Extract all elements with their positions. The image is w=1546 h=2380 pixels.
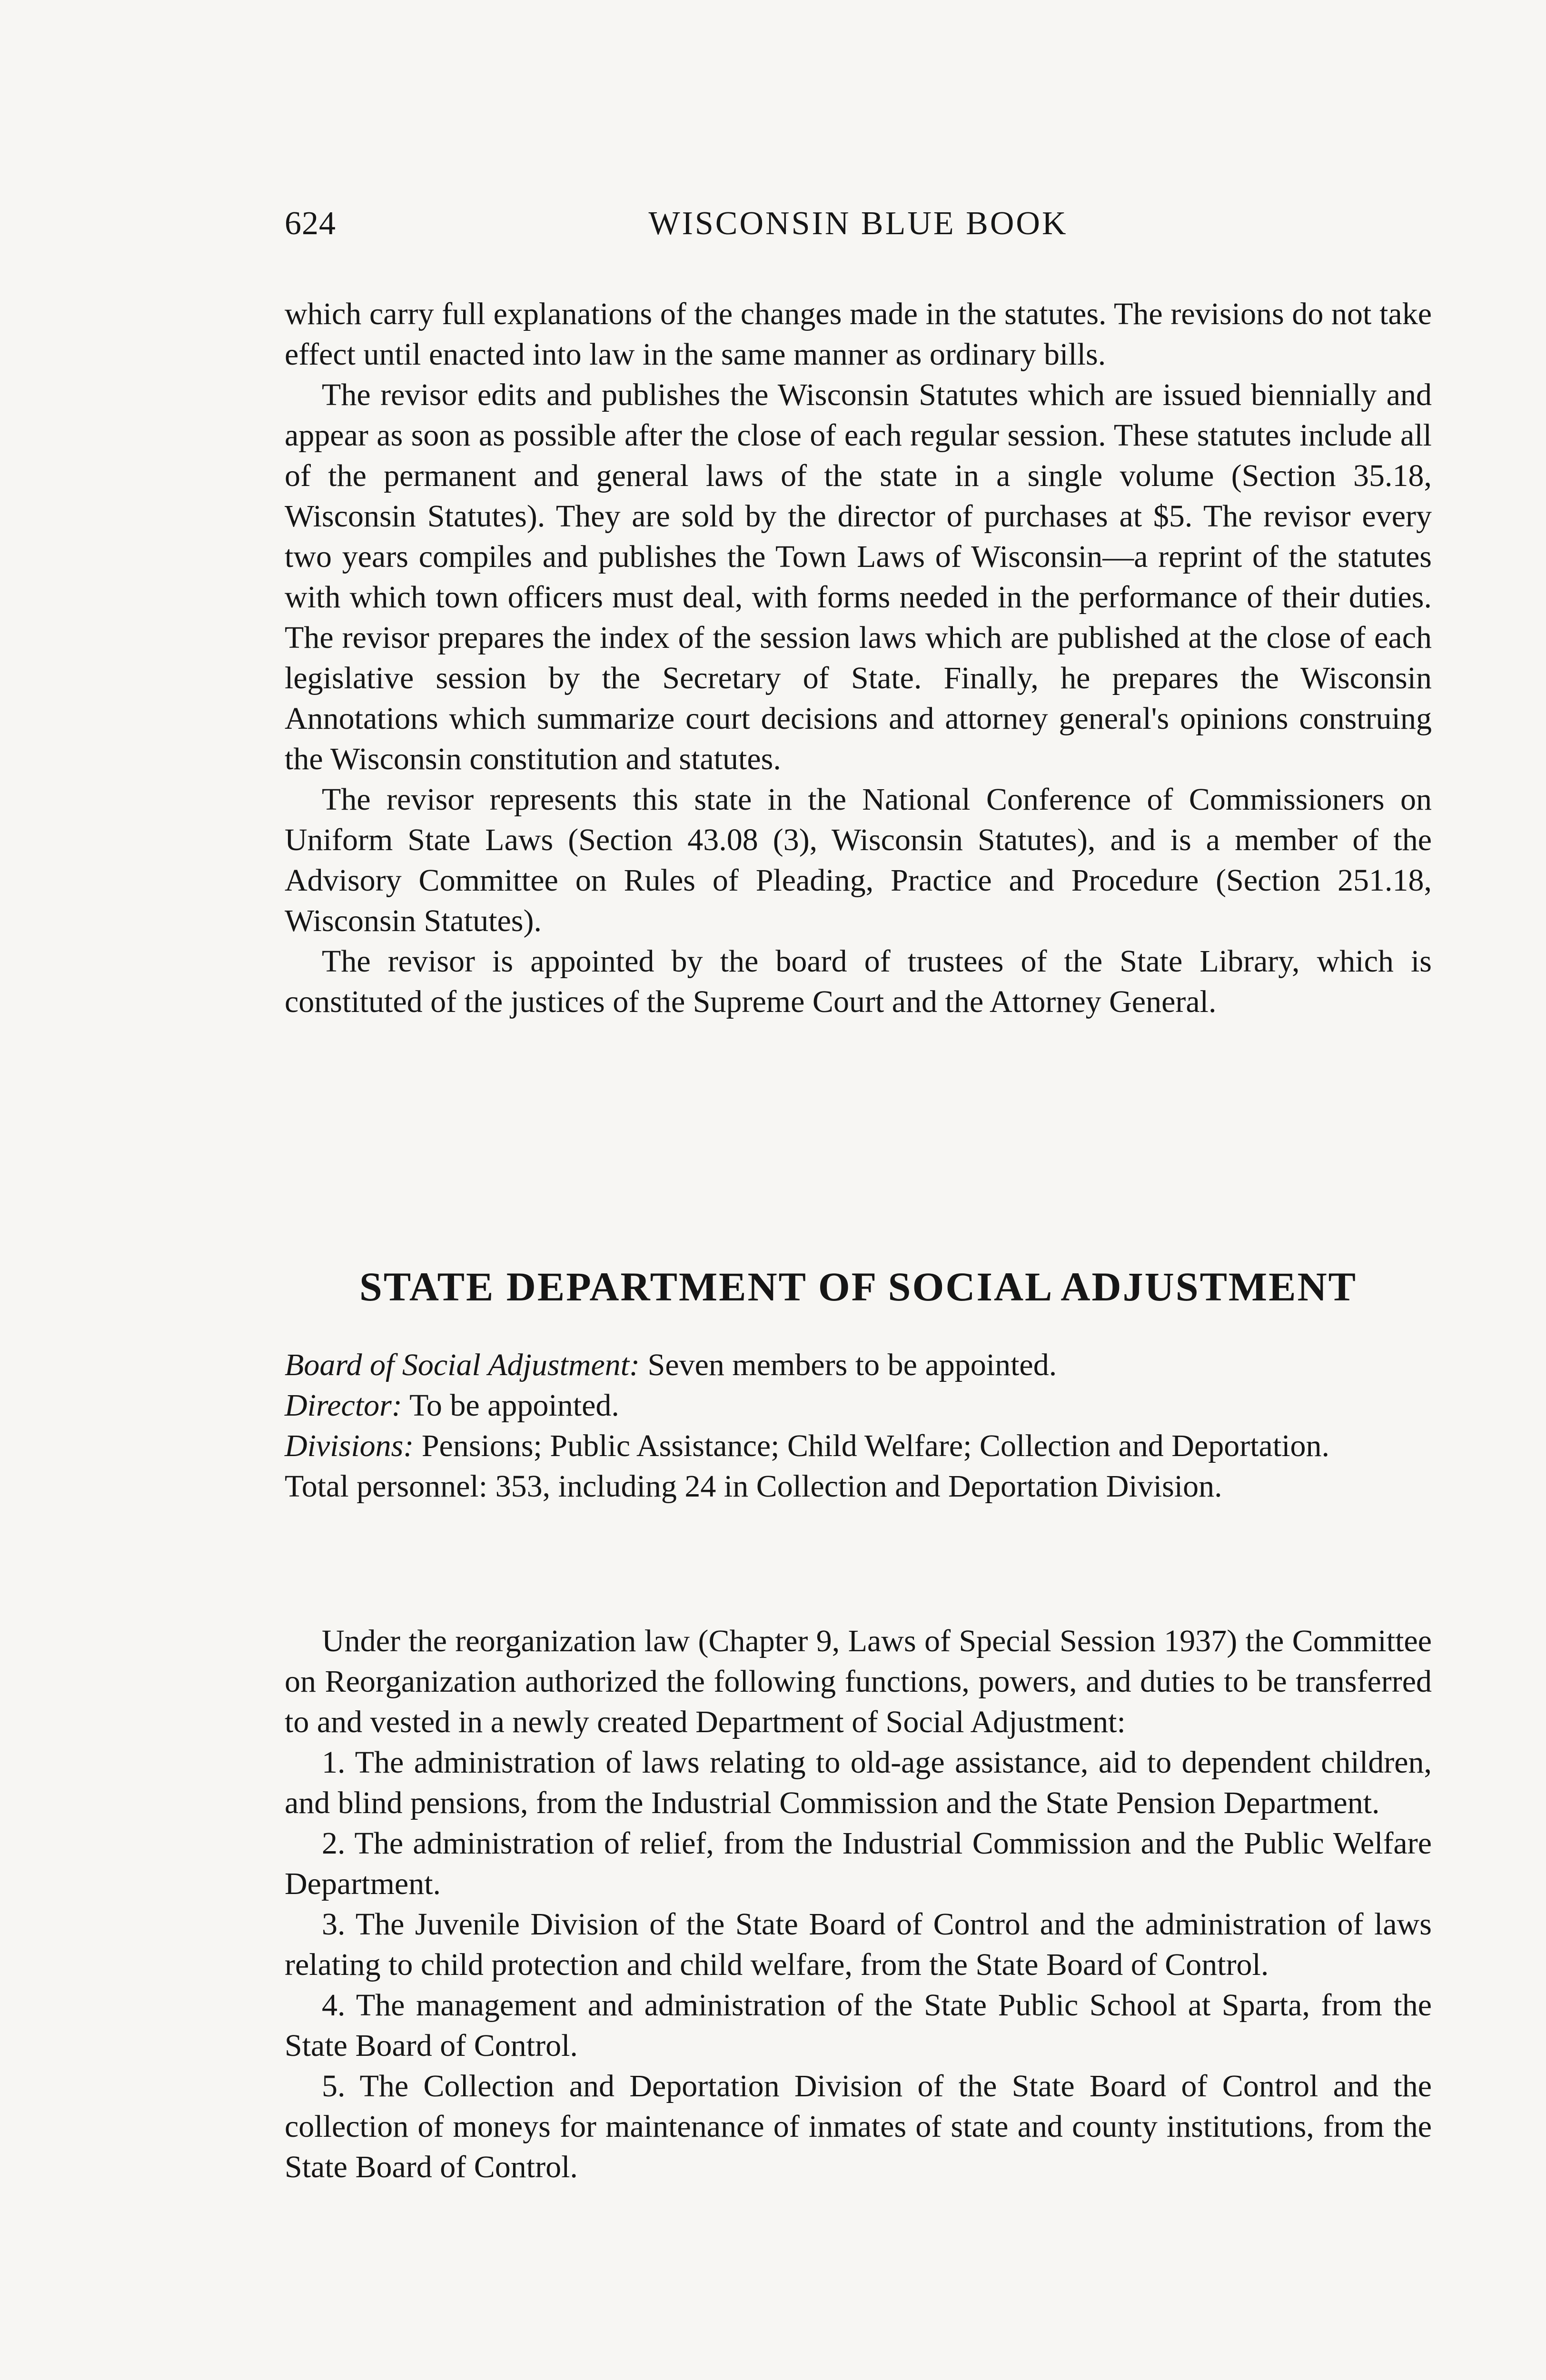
list-item: 2. The administration of relief, from the Industrial Commission and the Public Welfare Department. (285, 1826, 1432, 1901)
paragraph: which carry full explanations of the changes made in the statutes. The revisions do not take effect until enacted into law in the same manner as ordinary bills. (285, 297, 1432, 372)
personnel-line (285, 1466, 1432, 1507)
paragraph: The revisor edits and publishes the Wisconsin Statutes which are issued biennially and appear as soon as possible after the close of each regular session. These statutes include all of the permanent and general laws of the state in a single volume (Section 35.18, Wisconsin Statutes). They are sold by the director of purchases at $5. The revisor every two years compiles and publishes the Town Laws of Wisconsin—a reprint of the statutes with which town officers must deal, with forms needed in the performance of their duties. The revisor prepares the index of the session laws which are published at the close of each legislative session by the Secretary of State. Finally, he prepares the Wisconsin Annotations which summarize court decisions and attorney general's opinions construing the Wisconsin constitution and statutes. (285, 377, 1432, 776)
board-value: Seven members to be appointed. (647, 1348, 1057, 1382)
list-item: 5. The Collection and Deportation Division of the State Board of Control and the collection of moneys for maintenance of inmates of state and county institutions, from the State Board of Control. (285, 2069, 1432, 2184)
list-item: 3. The Juvenile Division of the State Board of Control and the administration of laws relating to child protection and child welfare, from the State Board of Control. (285, 1907, 1432, 1982)
divisions-label: Divisions: (285, 1428, 414, 1463)
list-item: 1. The administration of laws relating to old-age assistance, aid to dependent children, and blind pensions, from the Industrial Commission and the State Pension Department. (285, 1745, 1432, 1820)
running-title: WISCONSIN BLUE BOOK (648, 205, 1068, 242)
board-label: Board of Social Adjustment: (285, 1348, 640, 1382)
page-number: 624 (285, 205, 336, 242)
page-header (285, 200, 1432, 248)
divisions-value: Pensions; Public Assistance; Child Welfare; Collection and Deportation. (421, 1428, 1330, 1463)
personnel-label: Total personnel: (285, 1469, 488, 1504)
revisor-section-text (285, 294, 1432, 1022)
paragraph: Under the reorganization law (Chapter 9, Laws of Special Session 1937) the Committee on Reorganization authorized the following functions, powers, and duties to be transferred to and vested in a newly created Department of Social Adjustment: (285, 1624, 1432, 1739)
board-line (285, 1345, 1432, 1385)
personnel-value: 353, including 24 in Collection and Deportation Division. (495, 1469, 1222, 1504)
reorganization-text (285, 1621, 1432, 2187)
director-line (285, 1385, 1432, 1426)
director-label: Director: (285, 1388, 402, 1423)
list-item: 4. The management and administration of the State Public School at Sparta, from the State Board of Control. (285, 1988, 1432, 2063)
director-value: To be appointed. (409, 1388, 619, 1423)
paragraph: The revisor is appointed by the board of trustees of the State Library, which is constituted of the justices of the Supreme Court and the Attorney General. (285, 944, 1432, 1019)
divisions-line (285, 1426, 1432, 1466)
section-heading: STATE DEPARTMENT OF SOCIAL ADJUSTMENT (359, 1264, 1357, 1309)
department-summary (285, 1345, 1432, 1507)
paragraph: The revisor represents this state in the National Conference of Commissioners on Uniform State Laws (Section 43.08 (3), Wisconsin Statutes), and is a member of the Advisory Committee on Rules of Pleading, Practice and Procedure (Section 251.18, Wisconsin Statutes). (285, 782, 1432, 938)
